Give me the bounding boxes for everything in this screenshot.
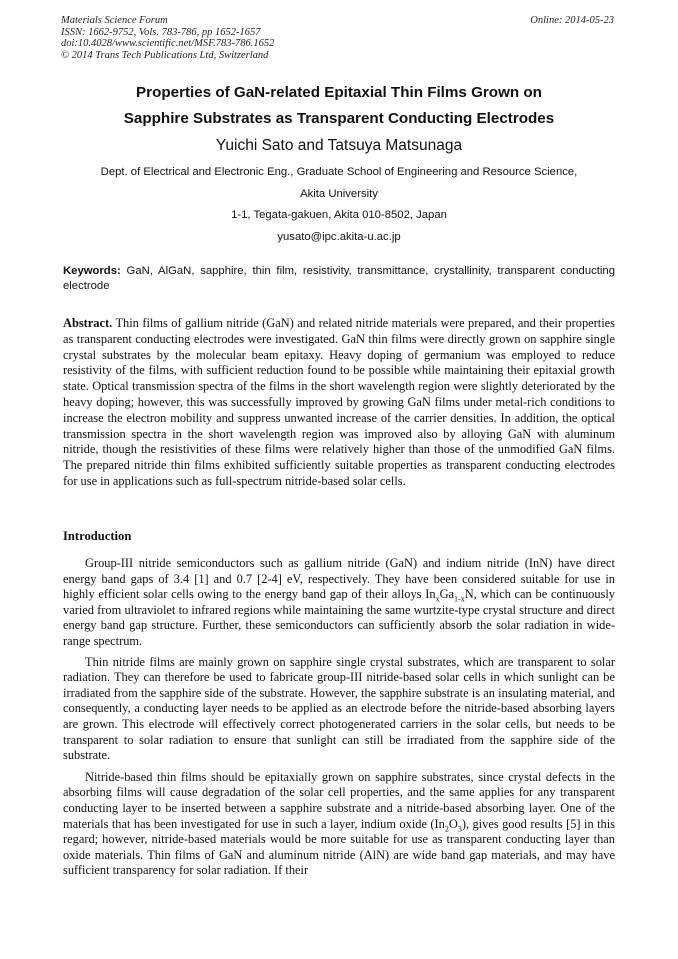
intro-p1-ga: Ga bbox=[439, 587, 455, 602]
subscript-2: 2 bbox=[444, 823, 449, 833]
intro-paragraph-1 bbox=[63, 556, 615, 650]
intro-p3-o: O bbox=[448, 816, 458, 831]
intro-p1-text-a: Group-III nitride semiconductors such as gallium nitride (GaN) and indium nitride (InN) have direct energy band gaps of 3.4 [1] and 0.7 [2-4] eV, respectively. They have been considered suitable for use in highly efficient solar cells owing to the energy band gap of their alloys In bbox=[63, 556, 615, 602]
subscript-x: x bbox=[435, 594, 440, 604]
authors: Yuichi Sato and Tatsuya Matsunaga bbox=[215, 137, 463, 154]
subscript-1-x: 1-x bbox=[454, 594, 465, 604]
affiliation-university: Akita University bbox=[300, 187, 378, 200]
online-date: Online: 2014-05-23 bbox=[530, 15, 614, 26]
abstract bbox=[63, 316, 615, 490]
journal-name: Materials Science Forum bbox=[61, 15, 168, 26]
title-line-1: Properties of GaN-related Epitaxial Thin Films Grown on bbox=[136, 84, 542, 101]
copyright-line: © 2014 Trans Tech Publications Ltd, Switzerland bbox=[61, 49, 269, 61]
affiliation bbox=[30, 162, 648, 248]
keywords-label: Keywords: bbox=[63, 265, 121, 277]
intro-p1-text-b: N, which can be continuously varied from ultraviolet to infrared regions while maintaining the same wurtzite-type crystal structure and direct energy band gap structure. Further, these semiconductors can sufficiently absorb the solar radiation in wide-range spectrum. bbox=[63, 587, 615, 648]
keywords bbox=[63, 264, 615, 294]
abstract-text: Thin films of gallium nitride (GaN) and related nitride materials were prepared, and their properties as transparent conducting electrodes were investigated. GaN thin films were directly grown on sapphire single crystal substrates by the molecular beam epitaxy. Heavy doping of germanium was employed to reduce resistivity of the films, with sufficient reduction found to be possible while maintaining their epitaxial growth state. Optical transmission spectra of the films in the short wavelength region were slightly deteriorated by the heavy doping; however, this was successfully improved by growing GaN films under metal-rich conditions to increase the electron mobility and suppress unwanted increase of the carrier densities. In addition, the optical transmission spectra in the short wavelength region was improved also by alloying GaN with aluminum nitride, though the resistivities of these films were relatively higher than those of the unmodified GaN films. The prepared nitride thin films exhibited sufficiently suitable properties as transparent conducting electrodes for use in applications such as full-spectrum nitride-based solar cells. bbox=[63, 316, 615, 488]
paper-title bbox=[40, 80, 638, 132]
introduction-body bbox=[63, 556, 615, 885]
author-email[interactable]: yusato@ipc.akita-u.ac.jp bbox=[277, 230, 401, 243]
affiliation-address: 1-1, Tegata-gakuen, Akita 010-8502, Japan bbox=[231, 209, 447, 221]
subscript-3: 3 bbox=[457, 823, 462, 833]
title-line-2: Sapphire Substrates as Transparent Conducting Electrodes bbox=[123, 110, 555, 127]
abstract-label: Abstract. bbox=[63, 316, 113, 330]
intro-paragraph-2: Thin nitride films are mainly grown on sapphire single crystal substrates, which are transparent to solar radiation. They can therefore be used to fabricate group-III nitride-based solar cells in which sunlight can be irradiated from the sapphire side of the substrate. However, the sapphire substrate is an insulating material, and consequently, a conducting layer needs to be applied as an electrode before the nitride-based absorbing layers are grown. This electrode will effectively correct photogenerated carriers in the solar cells, but needs to be transparent to solar radiation to ensure that sunlight can still be irradiated from the sapphire side of the substrate. bbox=[63, 654, 615, 763]
issn-line: ISSN: 1662-9752, Vols. 783-786, pp 1652-1657 bbox=[61, 26, 261, 38]
affiliation-dept: Dept. of Electrical and Electronic Eng., Graduate School of Engineering and Resource Science, bbox=[100, 166, 578, 178]
section-heading-introduction: Introduction bbox=[63, 529, 132, 543]
intro-p3-text-a: Nitride-based thin films should be epitaxially grown on sapphire substrates, since crystal defects in the absorbing films will cause degradation of the solar cell properties, and the same applies for any transparent conducting layer to be inserted between a sapphire substrate and a nitride-based absorbing layer. One of the materials that has been investigated for use in such a layer, indium oxide (In bbox=[63, 769, 615, 831]
doi-line[interactable]: doi:10.4028/www.scientific.net/MSF.783-786.1652 bbox=[61, 38, 275, 50]
keywords-text: GaN, AlGaN, sapphire, thin film, resistivity, transmittance, crystallinity, transparent conducting electrode bbox=[63, 265, 615, 292]
intro-paragraph-3 bbox=[63, 770, 615, 879]
journal-header bbox=[61, 15, 274, 61]
intro-p3-text-b: ), gives good results [5] in this regard; however, nitride-based materials would be more suitable for use as transparent conducting layer than oxide materials. Thin films of GaN and aluminum nitride (AlN) are wide band gap materials, and may have sufficient transparency for solar radiation. If their bbox=[63, 816, 615, 878]
